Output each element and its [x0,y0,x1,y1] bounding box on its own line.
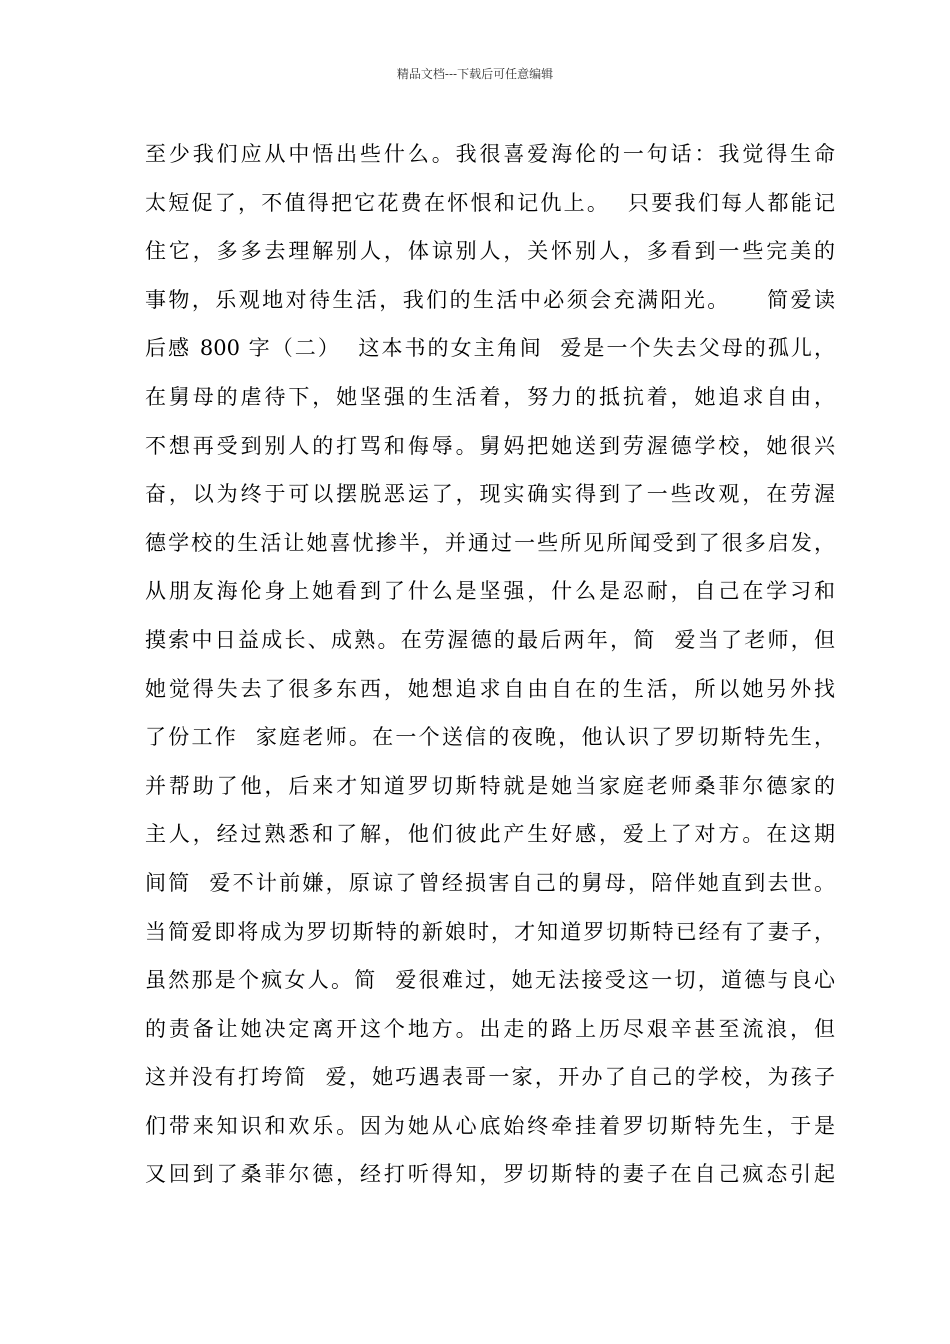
text-line: 这并没有打垮简 爱，她巧遇表哥一家，开办了自己的学校，为孩子 [145,1065,835,1090]
text-line: 德学校的生活让她喜忧掺半，并通过一些所见所闻受到了很多启发， [145,530,835,555]
text-line: 了份工作 家庭老师。在一个送信的夜晚，他认识了罗切斯特先生， [145,725,835,750]
text-line: 并帮助了他，后来才知道罗切斯特就是她当家庭老师桑菲尔德家的 [145,773,835,798]
text-line: 不想再受到别人的打骂和侮辱。舅妈把她送到劳渥德学校，她很兴 [145,433,835,458]
text-line: 住它，多多去理解别人，体谅别人，关怀别人，多看到一些完美的 [145,239,835,264]
page-header: 精品文档---下载后可任意编辑 [396,67,554,81]
text-line: 们带来知识和欢乐。因为她从心底始终牵挂着罗切斯特先生，于是 [145,1113,835,1138]
text-line: 至少我们应从中悟出些什么。我很喜爱海伦的一句话：我觉得生命 [145,142,835,166]
text-line: 间简 爱不计前嫌，原谅了曾经损害自己的舅母，陪伴她直到去世。 [145,870,835,895]
text-line: 又回到了桑菲尔德，经打听得知，罗切斯特的妻子在自己疯态引起 [145,1162,835,1187]
text-line: 后感 800 字（二） 这本书的女主角间 爱是一个失去父母的孤儿， [145,336,835,361]
text-line: 从朋友海伦身上她看到了什么是坚强，什么是忍耐，自己在学习和 [145,579,835,604]
text-line: 在舅母的虐待下，她坚强的生活着，努力的抵抗着，她追求自由， [145,384,835,409]
text-line: 的责备让她决定离开这个地方。出走的路上历尽艰辛甚至流浪，但 [145,1016,835,1041]
text-line: 事物，乐观地对待生活，我们的生活中必须会充满阳光。 简爱读 [145,287,835,312]
text-line: 当简爱即将成为罗切斯特的新娘时，才知道罗切斯特已经有了妻子， [145,919,835,944]
text-line: 太短促了，不值得把它花费在怀恨和记仇上。 只要我们每人都能记 [145,190,835,215]
text-line: 奋，以为终于可以摆脱恶运了，现实确实得到了一些改观，在劳渥 [145,482,835,507]
text-line: 摸索中日益成长、成熟。在劳渥德的最后两年，简 爱当了老师，但 [145,627,835,652]
text-line: 虽然那是个疯女人。简 爱很难过，她无法接受这一切，道德与良心 [145,968,835,993]
text-line: 主人，经过熟悉和了解，他们彼此产生好感，爱上了对方。在这期 [145,822,835,847]
text-line: 她觉得失去了很多东西，她想追求自由自在的生活，所以她另外找 [145,676,835,701]
body-text [145,130,835,1199]
